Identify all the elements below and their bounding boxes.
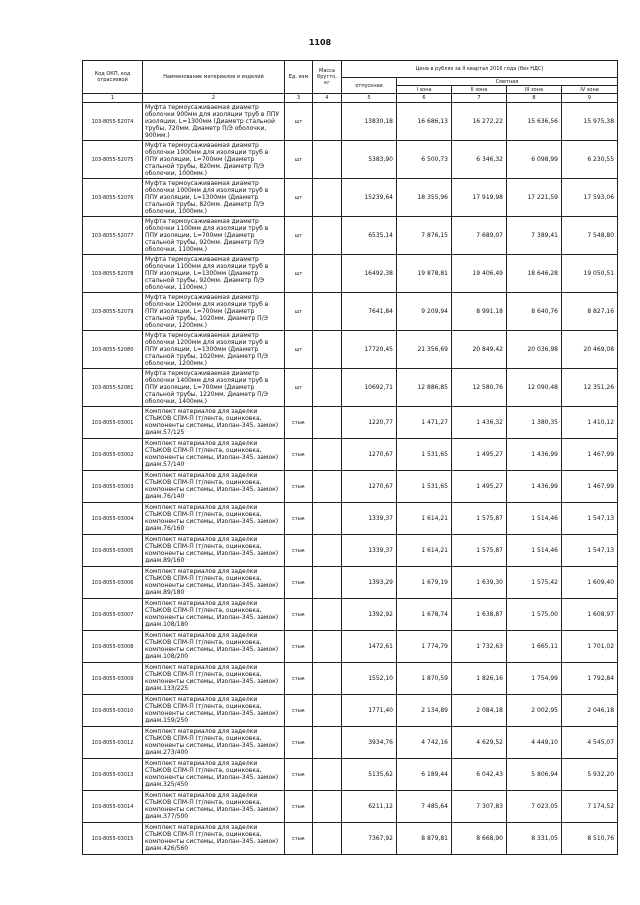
product-name: Муфта термоусаживаемая диаметр оболочки 1000мм для изоляции труб в ППУ изоляции, L=1300мм (Диаметр стальной трубы, 820мм. Диаметр П/Э оболочки, 1000мм.) (143, 179, 285, 217)
price-zone-2: 1 436,32 (452, 407, 507, 439)
release-price: 13830,18 (342, 103, 397, 141)
price-zone-1: 1 679,19 (397, 567, 452, 599)
gross-mass (313, 407, 342, 439)
product-name: Муфта термоусаживаемая диаметр оболочки 1200мм для изоляции труб в ППУ изоляции, L=1300мм (Диаметр стальной трубы, 1020мм. Диаметр П/Э оболочки, 1200мм.) (143, 331, 285, 369)
unit-of-measure: стык (285, 695, 313, 727)
product-code: 103-8055-03013 (83, 759, 143, 791)
unit-of-measure: шт (285, 103, 313, 141)
price-zone-2: 1 495,27 (452, 471, 507, 503)
release-price: 1771,40 (342, 695, 397, 727)
product-code: 103-8055-03009 (83, 663, 143, 695)
price-zone-2: 6 042,43 (452, 759, 507, 791)
release-price: 1339,37 (342, 503, 397, 535)
table-row (83, 567, 618, 599)
unit-of-measure: стык (285, 471, 313, 503)
unit-of-measure: стык (285, 727, 313, 759)
product-code: 103-8055-03008 (83, 631, 143, 663)
product-name: Муфта термоусаживаемая диаметр оболочки 900мм для изоляции труб в ППУ изоляции, L=1300мм (Диаметр стальной трубы, 720мм. Диаметр П/Э оболочки, 900мм.) (143, 103, 285, 141)
table-row (83, 823, 618, 855)
product-code: 103-8055-03003 (83, 471, 143, 503)
product-code: 103-8055-03007 (83, 599, 143, 631)
unit-of-measure: шт (285, 179, 313, 217)
release-price: 15239,64 (342, 179, 397, 217)
product-code: 103-8055-52075 (83, 141, 143, 179)
table-row (83, 471, 618, 503)
price-zone-1: 1 774,79 (397, 631, 452, 663)
unit-of-measure: шт (285, 331, 313, 369)
price-zone-3: 1 575,42 (507, 567, 562, 599)
header-price-group: Цена в рублях за II квартал 2016 года (без НДС) (342, 61, 618, 78)
price-zone-2: 1 638,87 (452, 599, 507, 631)
unit-of-measure: шт (285, 293, 313, 331)
price-zone-3: 15 636,56 (507, 103, 562, 141)
price-zone-1: 1 870,59 (397, 663, 452, 695)
price-zone-2: 6 346,32 (452, 141, 507, 179)
header-zone-3: III зона (507, 86, 562, 94)
header-release: отпускная (342, 78, 397, 94)
table-row (83, 759, 618, 791)
table-row (83, 791, 618, 823)
price-zone-3: 1 665,11 (507, 631, 562, 663)
unit-of-measure: стык (285, 407, 313, 439)
header-zone-1: I зона (397, 86, 452, 94)
price-zone-4: 1 701,02 (562, 631, 618, 663)
table-row (83, 255, 618, 293)
price-zone-2: 1 732,63 (452, 631, 507, 663)
price-table (82, 60, 618, 855)
gross-mass (313, 727, 342, 759)
column-number: 4 (313, 94, 342, 103)
gross-mass (313, 631, 342, 663)
price-zone-3: 1 436,99 (507, 439, 562, 471)
product-name: Комплект материалов для заделки СТЫКОВ СПМ-П (т/лента, оцинковка, компоненты системы, Изолан-345, замок) диам.377/500 (143, 791, 285, 823)
price-zone-3: 12 090,48 (507, 369, 562, 407)
price-zone-4: 1 410,12 (562, 407, 618, 439)
header-zone-2: II зона (452, 86, 507, 94)
price-zone-1: 1 471,27 (397, 407, 452, 439)
table-row (83, 141, 618, 179)
unit-of-measure: стык (285, 823, 313, 855)
header-zone-4: IV зона (562, 86, 618, 94)
price-zone-1: 18 355,96 (397, 179, 452, 217)
unit-of-measure: стык (285, 631, 313, 663)
price-zone-3: 7 023,05 (507, 791, 562, 823)
gross-mass (313, 293, 342, 331)
price-zone-4: 7 548,80 (562, 217, 618, 255)
price-zone-3: 4 449,10 (507, 727, 562, 759)
product-name: Комплект материалов для заделки СТЫКОВ СПМ-П (т/лента, оцинковка, компоненты системы, Изолан-345, замок) диам.159/250 (143, 695, 285, 727)
product-code: 103-8055-03015 (83, 823, 143, 855)
gross-mass (313, 103, 342, 141)
product-name: Комплект материалов для заделки СТЫКОВ СПМ-П (т/лента, оцинковка, компоненты системы, Изолан-345, замок) диам.57/125 (143, 407, 285, 439)
release-price: 5135,62 (342, 759, 397, 791)
product-code: 103-8055-03002 (83, 439, 143, 471)
price-zone-3: 7 389,41 (507, 217, 562, 255)
gross-mass (313, 471, 342, 503)
release-price: 16492,38 (342, 255, 397, 293)
product-code: 103-8055-03006 (83, 567, 143, 599)
table-row (83, 331, 618, 369)
gross-mass (313, 599, 342, 631)
unit-of-measure: стык (285, 599, 313, 631)
gross-mass (313, 141, 342, 179)
price-zone-1: 21 356,69 (397, 331, 452, 369)
price-zone-3: 1 514,46 (507, 535, 562, 567)
table-row (83, 179, 618, 217)
table-row (83, 503, 618, 535)
release-price: 3934,76 (342, 727, 397, 759)
unit-of-measure: стык (285, 535, 313, 567)
header-name: Наименование материалов и изделий (143, 61, 285, 94)
product-code: 103-8055-03014 (83, 791, 143, 823)
product-name: Комплект материалов для заделки СТЫКОВ СПМ-П (т/лента, оцинковка, компоненты системы, Изолан-345, замок) диам.89/180 (143, 567, 285, 599)
gross-mass (313, 439, 342, 471)
product-code: 103-8055-52081 (83, 369, 143, 407)
price-zone-3: 8 640,76 (507, 293, 562, 331)
product-code: 103-8055-03001 (83, 407, 143, 439)
price-zone-4: 15 975,38 (562, 103, 618, 141)
table-row (83, 407, 618, 439)
price-zone-4: 1 547,13 (562, 503, 618, 535)
table-row (83, 293, 618, 331)
product-name: Комплект материалов для заделки СТЫКОВ СПМ-П (т/лента, оцинковка, компоненты системы, Изолан-345, замок) диам.108/180 (143, 599, 285, 631)
product-name: Муфта термоусаживаемая диаметр оболочки 1100мм для изоляции труб в ППУ изоляции, L=1300мм (Диаметр стальной трубы, 920мм. Диаметр П/Э оболочки, 1100мм.) (143, 255, 285, 293)
price-zone-3: 8 331,05 (507, 823, 562, 855)
release-price: 6535,14 (342, 217, 397, 255)
release-price: 1393,29 (342, 567, 397, 599)
price-zone-3: 5 806,94 (507, 759, 562, 791)
price-zone-2: 2 084,18 (452, 695, 507, 727)
table-row (83, 369, 618, 407)
price-zone-4: 2 046,18 (562, 695, 618, 727)
column-number: 5 (342, 94, 397, 103)
release-price: 1339,37 (342, 535, 397, 567)
price-zone-2: 16 272,22 (452, 103, 507, 141)
unit-of-measure: стык (285, 663, 313, 695)
table-row (83, 103, 618, 141)
price-zone-4: 4 545,07 (562, 727, 618, 759)
unit-of-measure: шт (285, 255, 313, 293)
column-number-row (83, 94, 618, 103)
column-number: 9 (562, 94, 618, 103)
product-code: 103-8055-52079 (83, 293, 143, 331)
gross-mass (313, 331, 342, 369)
price-zone-1: 8 879,81 (397, 823, 452, 855)
price-zone-2: 1 575,87 (452, 503, 507, 535)
price-zone-2: 20 849,42 (452, 331, 507, 369)
table-row (83, 695, 618, 727)
price-zone-4: 1 608,97 (562, 599, 618, 631)
table-row (83, 217, 618, 255)
price-zone-3: 2 002,95 (507, 695, 562, 727)
gross-mass (313, 369, 342, 407)
release-price: 1220,77 (342, 407, 397, 439)
page-number: 1108 (308, 38, 332, 47)
product-code: 103-8055-03004 (83, 503, 143, 535)
price-zone-3: 18 646,28 (507, 255, 562, 293)
price-zone-3: 20 036,98 (507, 331, 562, 369)
product-name: Комплект материалов для заделки СТЫКОВ СПМ-П (т/лента, оцинковка, компоненты системы, Изолан-345, замок) диам.273/400 (143, 727, 285, 759)
gross-mass (313, 695, 342, 727)
product-code: 103-8055-52074 (83, 103, 143, 141)
table-row (83, 535, 618, 567)
price-zone-1: 1 614,21 (397, 535, 452, 567)
product-name: Муфта термоусаживаемая диаметр оболочки 1000мм для изоляции труб в ППУ изоляции, L=700мм (Диаметр стальной трубы, 820мм. Диаметр П/Э оболочки, 1000мм.) (143, 141, 285, 179)
price-zone-4: 8 827,16 (562, 293, 618, 331)
price-zone-1: 6 500,73 (397, 141, 452, 179)
price-zone-3: 1 754,99 (507, 663, 562, 695)
release-price: 1270,67 (342, 439, 397, 471)
column-number: 8 (507, 94, 562, 103)
product-code: 103-8055-03012 (83, 727, 143, 759)
product-name: Муфта термоусаживаемая диаметр оболочки 1200мм для изоляции труб в ППУ изоляции, L=700мм (Диаметр стальной трубы, 1020мм. Диаметр П/Э оболочки, 1200мм.) (143, 293, 285, 331)
product-code: 103-8055-03010 (83, 695, 143, 727)
price-zone-3: 6 098,99 (507, 141, 562, 179)
release-price: 6211,12 (342, 791, 397, 823)
release-price: 5383,90 (342, 141, 397, 179)
table-row (83, 727, 618, 759)
price-zone-1: 19 878,81 (397, 255, 452, 293)
release-price: 17720,45 (342, 331, 397, 369)
gross-mass (313, 791, 342, 823)
price-zone-1: 1 531,65 (397, 471, 452, 503)
price-zone-4: 5 932,20 (562, 759, 618, 791)
header-unit: Ед. изм (285, 61, 313, 94)
product-name: Муфта термоусаживаемая диаметр оболочки 1400мм для изоляции труб в ППУ изоляции, L=700мм (Диаметр стальной трубы, 1220мм. Диаметр П/Э оболочки, 1400мм.) (143, 369, 285, 407)
gross-mass (313, 759, 342, 791)
release-price: 1472,61 (342, 631, 397, 663)
table-row (83, 599, 618, 631)
price-zone-4: 19 050,51 (562, 255, 618, 293)
price-zone-1: 7 485,64 (397, 791, 452, 823)
product-name: Муфта термоусаживаемая диаметр оболочки 1100мм для изоляции труб в ППУ изоляции, L=700мм (Диаметр стальной трубы, 920мм. Диаметр П/Э оболочки, 1100мм.) (143, 217, 285, 255)
release-price: 1270,67 (342, 471, 397, 503)
product-name: Комплект материалов для заделки СТЫКОВ СПМ-П (т/лента, оцинковка, компоненты системы, Изолан-345, замок) диам.133/225 (143, 663, 285, 695)
price-zone-2: 12 580,76 (452, 369, 507, 407)
table-row (83, 663, 618, 695)
gross-mass (313, 217, 342, 255)
price-zone-1: 9 209,94 (397, 293, 452, 331)
unit-of-measure: стык (285, 791, 313, 823)
price-zone-4: 6 230,55 (562, 141, 618, 179)
price-zone-2: 7 307,83 (452, 791, 507, 823)
header-mass: Масса брутто, кг (313, 61, 342, 94)
price-zone-2: 1 826,16 (452, 663, 507, 695)
gross-mass (313, 255, 342, 293)
column-number: 3 (285, 94, 313, 103)
price-zone-4: 1 547,13 (562, 535, 618, 567)
column-number: 2 (143, 94, 285, 103)
release-price: 1392,92 (342, 599, 397, 631)
column-number: 7 (452, 94, 507, 103)
price-zone-2: 1 495,27 (452, 439, 507, 471)
unit-of-measure: шт (285, 369, 313, 407)
gross-mass (313, 663, 342, 695)
product-code: 103-8055-52078 (83, 255, 143, 293)
price-zone-2: 1 575,87 (452, 535, 507, 567)
unit-of-measure: стык (285, 439, 313, 471)
unit-of-measure: шт (285, 217, 313, 255)
price-zone-3: 17 221,59 (507, 179, 562, 217)
unit-of-measure: стык (285, 567, 313, 599)
gross-mass (313, 503, 342, 535)
table-row (83, 631, 618, 663)
product-name: Комплект материалов для заделки СТЫКОВ СПМ-П (т/лента, оцинковка, компоненты системы, Изолан-345, замок) диам.76/140 (143, 471, 285, 503)
product-code: 103-8055-52076 (83, 179, 143, 217)
price-zone-4: 8 510,76 (562, 823, 618, 855)
product-name: Комплект материалов для заделки СТЫКОВ СПМ-П (т/лента, оцинковка, компоненты системы, Изолан-345, замок) диам.108/200 (143, 631, 285, 663)
price-zone-1: 1 678,74 (397, 599, 452, 631)
price-zone-4: 7 174,52 (562, 791, 618, 823)
price-zone-2: 7 689,07 (452, 217, 507, 255)
product-code: 103-8055-52080 (83, 331, 143, 369)
price-zone-2: 17 919,98 (452, 179, 507, 217)
header-code: Код ОКП, код отраслевой (83, 61, 143, 94)
price-zone-1: 12 886,85 (397, 369, 452, 407)
product-name: Комплект материалов для заделки СТЫКОВ СПМ-П (т/лента, оцинковка, компоненты системы, Изолан-345, замок) диам.57/140 (143, 439, 285, 471)
price-zone-1: 6 189,44 (397, 759, 452, 791)
price-zone-1: 7 876,15 (397, 217, 452, 255)
release-price: 7641,84 (342, 293, 397, 331)
release-price: 10692,71 (342, 369, 397, 407)
price-zone-1: 4 742,16 (397, 727, 452, 759)
price-zone-3: 1 436,99 (507, 471, 562, 503)
price-zone-4: 17 593,06 (562, 179, 618, 217)
gross-mass (313, 567, 342, 599)
price-zone-1: 2 134,89 (397, 695, 452, 727)
price-zone-4: 12 351,26 (562, 369, 618, 407)
column-number: 6 (397, 94, 452, 103)
price-zone-2: 4 629,52 (452, 727, 507, 759)
price-zone-2: 1 639,30 (452, 567, 507, 599)
unit-of-measure: стык (285, 503, 313, 535)
price-zone-1: 16 686,13 (397, 103, 452, 141)
product-name: Комплект материалов для заделки СТЫКОВ СПМ-П (т/лента, оцинковка, компоненты системы, Изолан-345, замок) диам.325/450 (143, 759, 285, 791)
unit-of-measure: стык (285, 759, 313, 791)
table-row (83, 439, 618, 471)
release-price: 7367,92 (342, 823, 397, 855)
release-price: 1552,10 (342, 663, 397, 695)
gross-mass (313, 179, 342, 217)
price-zone-4: 1 467,99 (562, 471, 618, 503)
price-zone-3: 1 575,00 (507, 599, 562, 631)
column-number: 1 (83, 94, 143, 103)
price-zone-4: 1 467,99 (562, 439, 618, 471)
price-zone-2: 8 991,18 (452, 293, 507, 331)
price-zone-2: 8 668,90 (452, 823, 507, 855)
price-zone-3: 1 380,35 (507, 407, 562, 439)
price-zone-3: 1 514,46 (507, 503, 562, 535)
product-name: Комплект материалов для заделки СТЫКОВ СПМ-П (т/лента, оцинковка, компоненты системы, Изолан-345, замок) диам.76/160 (143, 503, 285, 535)
header-estimate: Сметная (397, 78, 618, 86)
gross-mass (313, 535, 342, 567)
price-zone-4: 1 792,84 (562, 663, 618, 695)
gross-mass (313, 823, 342, 855)
product-name: Комплект материалов для заделки СТЫКОВ СПМ-П (т/лента, оцинковка, компоненты системы, Изолан-345, замок) диам.89/160 (143, 535, 285, 567)
product-name: Комплект материалов для заделки СТЫКОВ СПМ-П (т/лента, оцинковка, компоненты системы, Изолан-345, замок) диам.426/560 (143, 823, 285, 855)
price-zone-4: 20 469,08 (562, 331, 618, 369)
price-zone-2: 19 406,49 (452, 255, 507, 293)
price-zone-1: 1 531,65 (397, 439, 452, 471)
price-zone-4: 1 609,40 (562, 567, 618, 599)
product-code: 103-8055-03005 (83, 535, 143, 567)
unit-of-measure: шт (285, 141, 313, 179)
price-zone-1: 1 614,21 (397, 503, 452, 535)
product-code: 103-8055-52077 (83, 217, 143, 255)
